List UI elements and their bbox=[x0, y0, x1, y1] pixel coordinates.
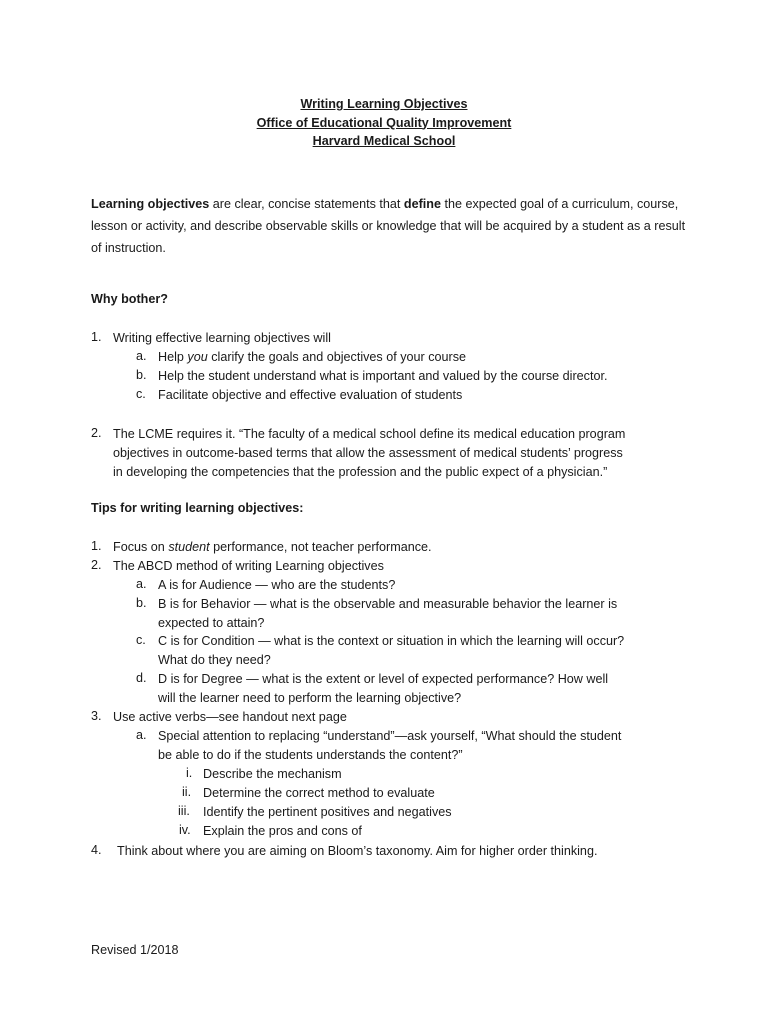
roman-ii-marker: ii. bbox=[182, 785, 192, 799]
tips-item-1-pre: Focus on bbox=[113, 540, 169, 554]
why-item-1-text: Writing effective learning objectives will bbox=[113, 331, 331, 345]
why-sub-b-marker: b. bbox=[136, 368, 147, 382]
tips-heading: Tips for writing learning objectives: bbox=[91, 501, 304, 515]
why-sub-a-text bbox=[158, 348, 466, 367]
intro-text-2: the expected goal of a curriculum, course, lesson or activity, and describe observable skills or knowledge that will be acquired by a student as a result of instruction. bbox=[91, 197, 686, 255]
abcd-a-line-1: A is for Audience — who are the students? bbox=[158, 578, 396, 592]
abcd-b-marker: b. bbox=[136, 596, 147, 610]
why-item-2-line-1: The LCME requires it. “The faculty of a medical school define its medical education program bbox=[113, 427, 626, 441]
intro-text-1: are clear, concise statements that bbox=[209, 197, 404, 211]
roman-i-marker: i. bbox=[186, 766, 193, 780]
why-sub-c-text: Facilitate objective and effective evaluation of students bbox=[158, 388, 463, 402]
revised-footer: Revised 1/2018 bbox=[91, 943, 179, 957]
why-item-1-number: 1. bbox=[91, 330, 102, 344]
tips-item-3-number: 3. bbox=[91, 709, 102, 723]
why-sub-a-pre: Help bbox=[158, 350, 188, 364]
why-item-2-line-2: objectives in outcome-based terms that allow the assessment of medical students’ progress bbox=[113, 446, 623, 460]
abcd-b-line-1: B is for Behavior — what is the observable and measurable behavior the learner is bbox=[158, 597, 618, 611]
school-name: Harvard Medical School bbox=[312, 134, 456, 148]
tips-item-2-number: 2. bbox=[91, 558, 102, 572]
abcd-c-line-2: What do they need? bbox=[158, 653, 271, 667]
why-item-2-number: 2. bbox=[91, 426, 102, 440]
tips-item-1-text bbox=[113, 538, 432, 557]
abcd-c-marker: c. bbox=[136, 633, 146, 647]
abcd-d-line-2: will the learner need to perform the learning objective? bbox=[158, 691, 462, 705]
roman-iii-text: Identify the pertinent positives and negatives bbox=[203, 805, 452, 819]
verbs-sub-a-line-2: be able to do if the students understands the content?” bbox=[158, 748, 463, 762]
roman-i-text: Describe the mechanism bbox=[203, 767, 342, 781]
roman-ii-text: Determine the correct method to evaluate bbox=[203, 786, 435, 800]
tips-item-4-text: Think about where you are aiming on Bloom’s taxonomy. Aim for higher order thinking. bbox=[117, 844, 598, 858]
tips-item-1-number: 1. bbox=[91, 539, 102, 553]
why-sub-c-marker: c. bbox=[136, 387, 146, 401]
document-title: Writing Learning Objectives bbox=[300, 97, 468, 111]
why-sub-b-text: Help the student understand what is important and valued by the course director. bbox=[158, 369, 608, 383]
abcd-d-marker: d. bbox=[136, 671, 147, 685]
intro-paragraph bbox=[91, 193, 691, 259]
why-sub-a-emphasis: you bbox=[187, 350, 208, 364]
why-item-2-line-3: in developing the competencies that the profession and the public expect of a physician.” bbox=[113, 465, 608, 479]
tips-item-4-number: 4. bbox=[91, 843, 102, 857]
abcd-a-marker: a. bbox=[136, 577, 147, 591]
tips-item-3-text: Use active verbs—see handout next page bbox=[113, 710, 347, 724]
abcd-d-line-1: D is for Degree — what is the extent or level of expected performance? How well bbox=[158, 672, 609, 686]
tips-item-1-emphasis: student bbox=[168, 540, 210, 554]
intro-term: Learning objectives bbox=[91, 197, 210, 211]
office-name: Office of Educational Quality Improvement bbox=[256, 115, 512, 130]
roman-iv-marker: iv. bbox=[179, 823, 191, 837]
why-sub-a-post: clarify the goals and objectives of your course bbox=[207, 350, 467, 364]
tips-item-2-text: The ABCD method of writing Learning objectives bbox=[113, 559, 384, 573]
verbs-sub-a-marker: a. bbox=[136, 728, 147, 742]
roman-iv-text: Explain the pros and cons of bbox=[203, 824, 362, 838]
abcd-c-line-1: C is for Condition — what is the context or situation in which the learning will occur? bbox=[158, 634, 625, 648]
tips-item-1-post: performance, not teacher performance. bbox=[209, 540, 432, 554]
roman-iii-marker: iii. bbox=[178, 804, 190, 818]
document-header bbox=[0, 95, 768, 151]
intro-define: define bbox=[403, 197, 441, 211]
why-sub-a-marker: a. bbox=[136, 349, 147, 363]
abcd-b-line-2: expected to attain? bbox=[158, 616, 265, 630]
verbs-sub-a-line-1: Special attention to replacing “understand”—ask yourself, “What should the student bbox=[158, 729, 622, 743]
why-bother-heading: Why bother? bbox=[91, 292, 168, 306]
